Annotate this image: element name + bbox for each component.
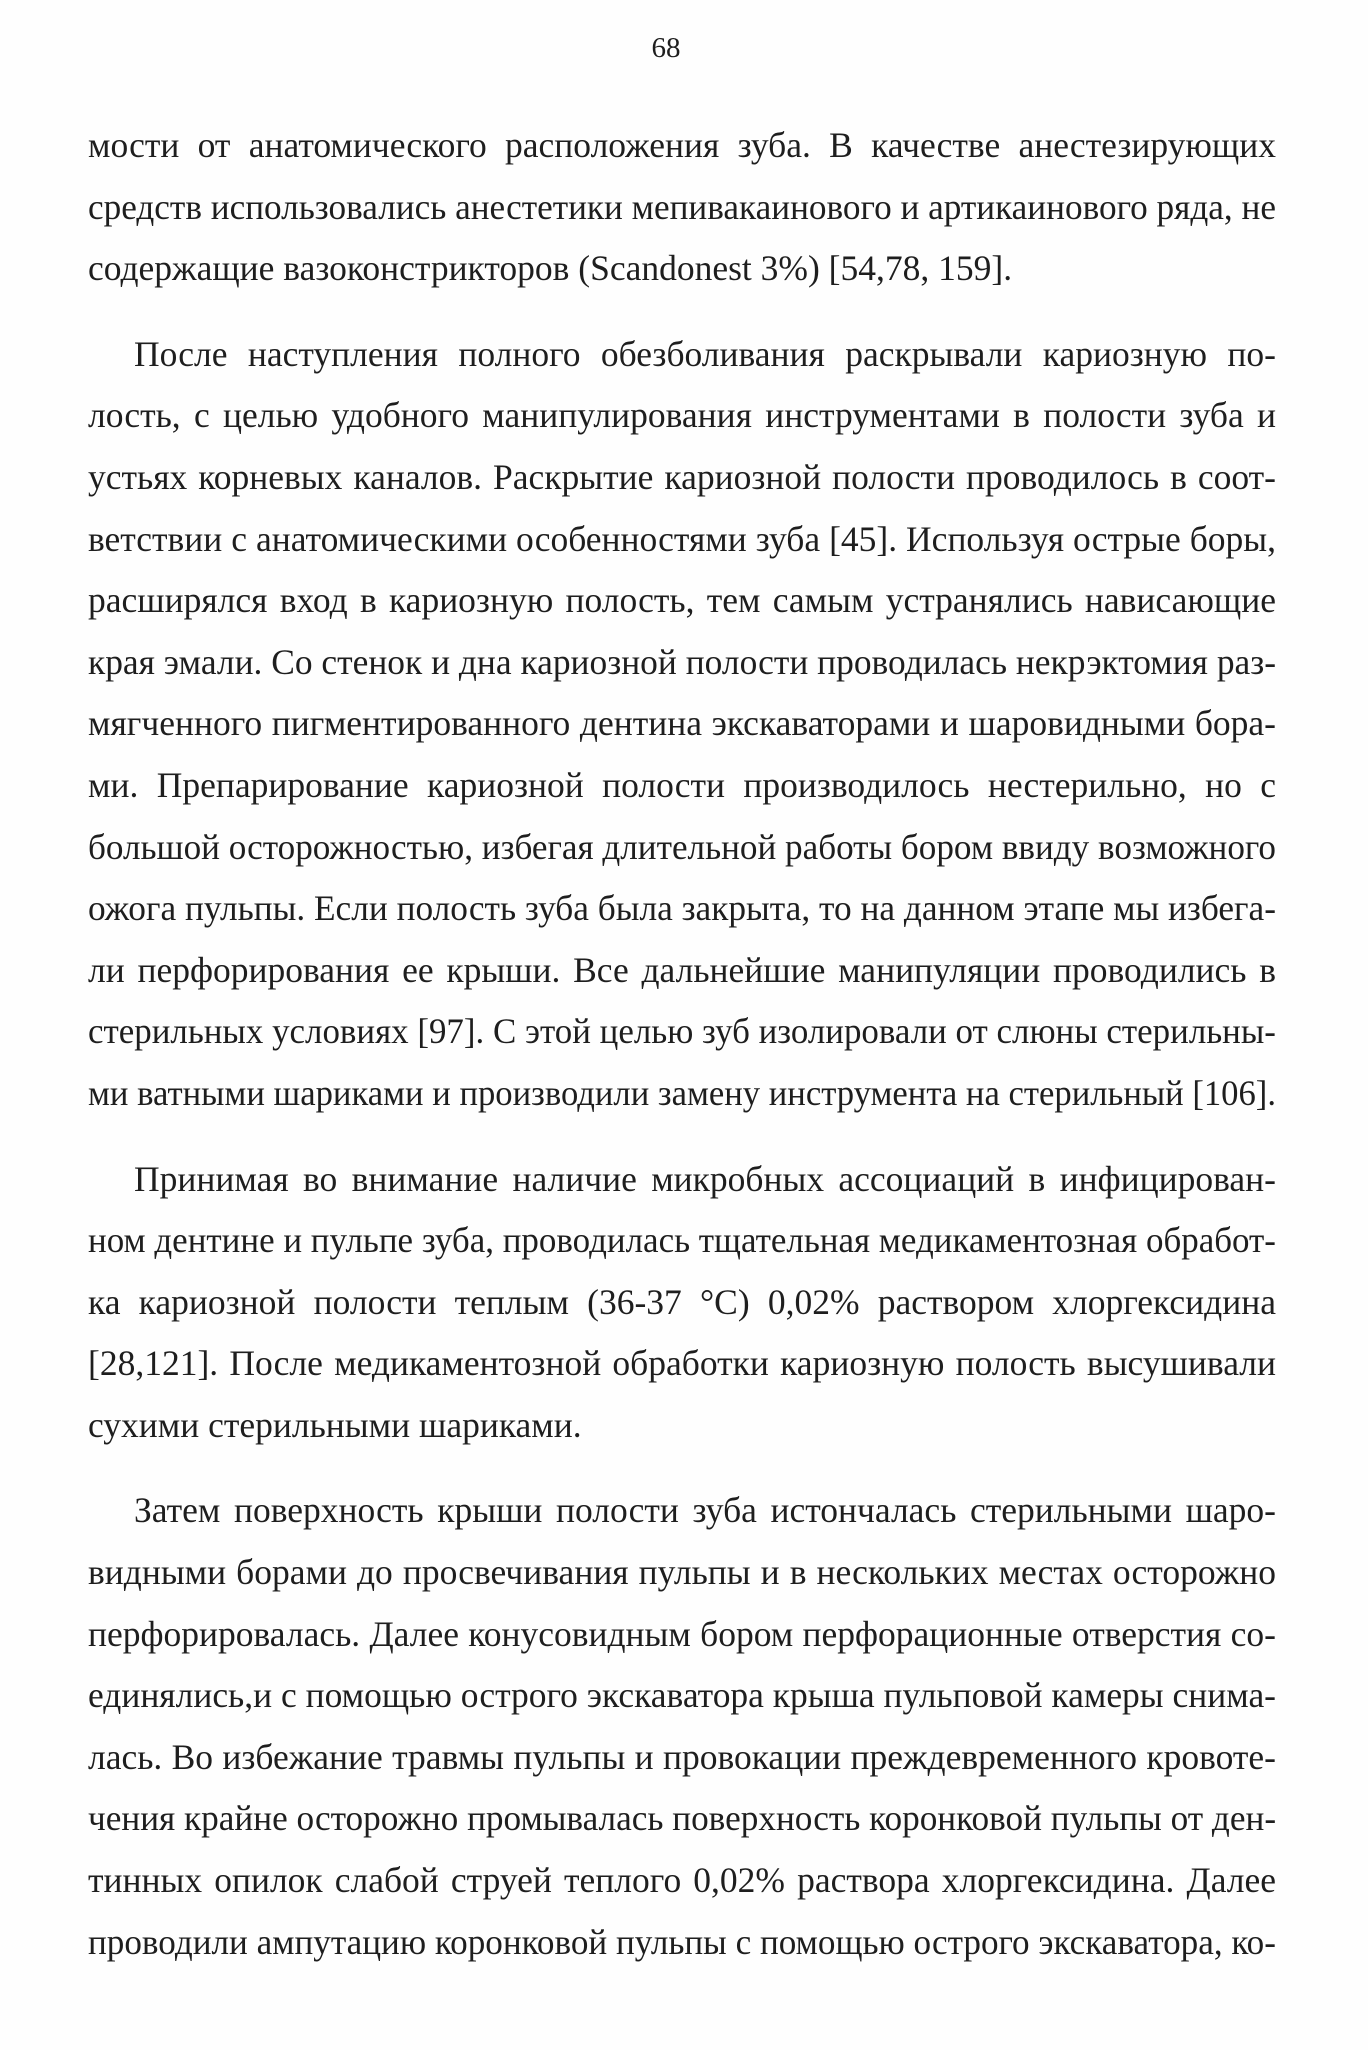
text-line: проводили ампутацию коронковой пульпы с помощью острого экскаватора, ко- xyxy=(88,1921,1276,1962)
paragraph-3 xyxy=(88,1149,1276,1457)
text-line: большой осторожностью, избегая длительной работы бором ввиду возможного xyxy=(88,826,1276,867)
paragraph-1 xyxy=(88,115,1276,300)
text-line: Затем поверхность крыши полости зуба истончалась стерильными шаро- xyxy=(134,1490,1276,1531)
text-line: ли перфорирования ее крыши. Все дальнейшие манипуляции проводились в xyxy=(88,949,1276,990)
text-line: средств использовались анестетики мепивакаинового и артикаинового ряда, не xyxy=(88,186,1276,227)
text-line: края эмали. Со стенок и дна кариозной полости проводилась некрэктомия раз- xyxy=(88,641,1277,682)
text-line: После наступления полного обезболивания раскрывали кариозную по- xyxy=(134,333,1276,374)
text-line: расширялся вход в кариозную полость, тем самым устранялись нависающие xyxy=(88,580,1276,621)
text-line: ка кариозной полости теплым (36-37 °С) 0,02% раствором хлоргексидина xyxy=(88,1281,1276,1322)
text-line: лость, с целью удобного манипулирования инструментами в полости зуба и xyxy=(88,395,1276,436)
text-line: единялись,и с помощью острого экскаватора крыша пульповой камеры снима- xyxy=(88,1675,1277,1716)
text-line: ном дентине и пульпе зуба, проводилась тщательная медикаментозная обработ- xyxy=(88,1220,1276,1261)
body-text xyxy=(88,115,1276,1973)
text-line: ожога пульпы. Если полость зуба была закрыта, то на данном этапе мы избега- xyxy=(88,888,1276,929)
page-number: 68 xyxy=(651,32,681,64)
text-line: ми ватными шариками и производили замену инструмента на стерильный [106]. xyxy=(88,1072,1277,1113)
text-line: ми. Препарирование кариозной полости производилось нестерильно, но с xyxy=(88,764,1276,805)
text-line: содержащие вазоконстрикторов (Scandonest 3%) [54,78, 159]. xyxy=(88,248,1013,289)
text-line: тинных опилок слабой струей теплого 0,02% раствора хлоргексидина. Далее xyxy=(88,1860,1276,1901)
text-line: перфорировалась. Далее конусовидным бором перфорационные отверстия со- xyxy=(88,1613,1276,1654)
text-line: мягченного пигментированного дентина экскаваторами и шаровидными бора- xyxy=(88,703,1276,744)
text-line: лась. Во избежание травмы пульпы и провокации преждевременного кровоте- xyxy=(88,1736,1276,1777)
text-line: устьях корневых каналов. Раскрытие кариозной полости проводилось в соот- xyxy=(88,456,1276,497)
text-line: чения крайне осторожно промывалась поверхность коронковой пульпы от ден- xyxy=(88,1798,1277,1839)
paragraph-2 xyxy=(88,324,1276,1125)
text-line: видными борами до просвечивания пульпы и в нескольких местах осторожно xyxy=(88,1552,1276,1593)
text-line: стерильных условиях [97]. С этой целью зуб изолировали от слюны стерильны- xyxy=(88,1011,1276,1052)
text-line: [28,121]. После медикаментозной обработки кариозную полость высушивали xyxy=(88,1343,1276,1384)
text-line: Принимая во внимание наличие микробных ассоциаций в инфицирован- xyxy=(134,1158,1276,1199)
paragraph-4 xyxy=(88,1480,1276,1973)
text-line: мости от анатомического расположения зуба. В качестве анестезирующих xyxy=(88,125,1276,165)
text-line: сухими стерильными шариками. xyxy=(88,1404,582,1445)
text-line: ветствии с анатомическими особенностями зуба [45]. Используя острые боры, xyxy=(88,518,1276,559)
